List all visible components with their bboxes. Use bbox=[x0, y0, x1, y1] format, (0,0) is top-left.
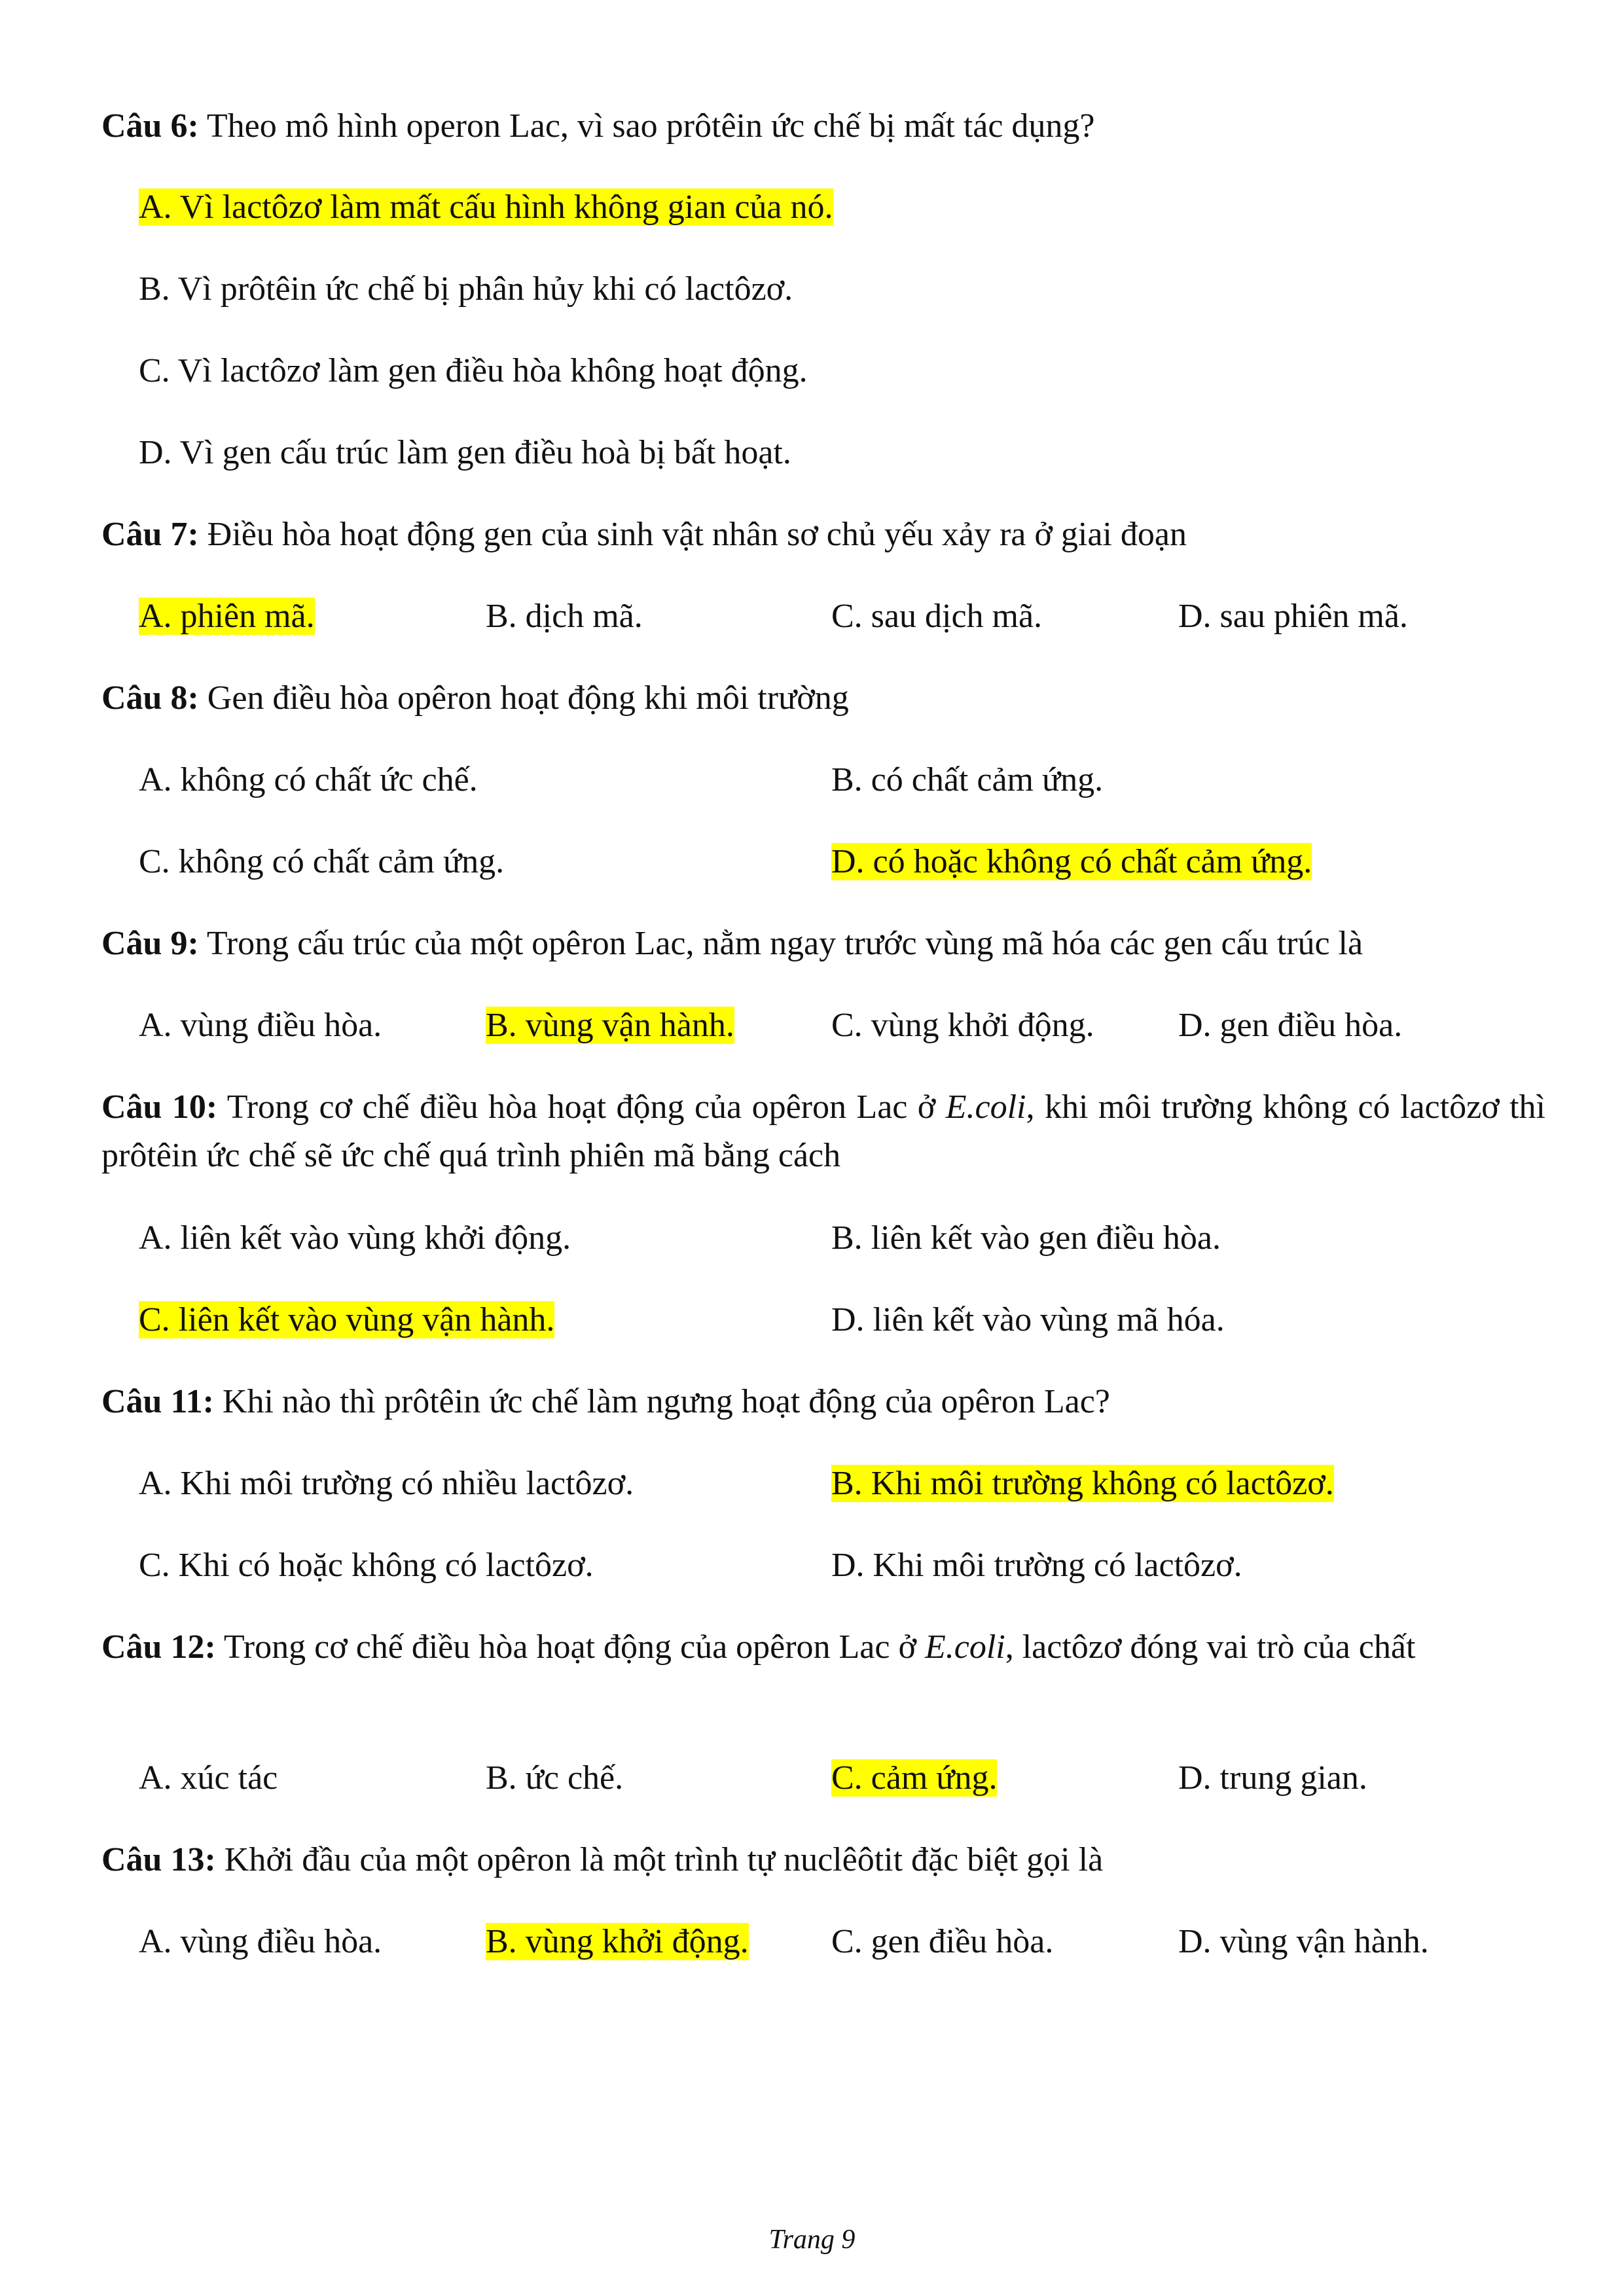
option-text: A. vùng điều hòa. bbox=[139, 1007, 382, 1044]
option-text: D. Vì gen cấu trúc làm gen điều hoà bị bất hoạt. bbox=[139, 434, 791, 471]
option-text: B. dịch mã. bbox=[486, 598, 643, 635]
option-text: A. Khi môi trường có nhiều lactôzơ. bbox=[139, 1465, 634, 1502]
option-text: A. xúc tác bbox=[139, 1759, 278, 1797]
option-10d[interactable] bbox=[831, 1296, 1225, 1344]
question-text: Gen điều hòa opêron hoạt động khi môi trường bbox=[207, 679, 849, 717]
page-number: Trang 9 bbox=[768, 2225, 856, 2255]
question-text: Trong cấu trúc của một opêron Lac, nằm ngay trước vùng mã hóa các gen cấu trúc là bbox=[206, 925, 1363, 962]
question-6 bbox=[101, 102, 1545, 151]
option-8b[interactable] bbox=[831, 756, 1103, 804]
option-10a[interactable] bbox=[139, 1214, 571, 1263]
option-text: C. vùng khởi động. bbox=[831, 1007, 1094, 1044]
answer-highlight: A. phiên mã. bbox=[139, 598, 315, 635]
question-text: Theo mô hình operon Lac, vì sao prôtêin ức chế bị mất tác dụng? bbox=[206, 107, 1095, 145]
option-text: C. sau dịch mã. bbox=[831, 598, 1043, 635]
option-text: D. liên kết vào vùng mã hóa. bbox=[831, 1301, 1225, 1338]
answer-highlight: B. vùng khởi động. bbox=[486, 1923, 749, 1960]
option-text: A. liên kết vào vùng khởi động. bbox=[139, 1219, 571, 1257]
option-11b[interactable] bbox=[831, 1460, 1334, 1508]
answer-highlight: A. Vì lactôzơ làm mất cấu hình không gian của nó. bbox=[139, 188, 833, 226]
question-label: Câu 8: bbox=[101, 679, 199, 717]
answer-highlight: C. liên kết vào vùng vận hành. bbox=[139, 1301, 555, 1338]
option-text: B. có chất cảm ứng. bbox=[831, 761, 1104, 798]
question-text: Khởi đầu của một opêron là một trình tự nuclêôtit đặc biệt gọi là bbox=[224, 1841, 1104, 1878]
option-text: D. gen điều hòa. bbox=[1178, 1007, 1403, 1044]
option-6b[interactable] bbox=[139, 265, 793, 314]
option-12d[interactable] bbox=[1178, 1754, 1367, 1803]
option-7a[interactable] bbox=[139, 592, 315, 641]
question-label: Câu 12: bbox=[101, 1628, 216, 1666]
option-text: B. Vì prôtêin ức chế bị phân hủy khi có lactôzơ. bbox=[139, 270, 793, 308]
option-13b[interactable] bbox=[486, 1918, 749, 1966]
option-12c[interactable] bbox=[831, 1754, 997, 1803]
option-7c[interactable] bbox=[831, 592, 1042, 641]
question-9 bbox=[101, 920, 1545, 968]
question-text-cont: , khi môi trường không có lactôzơ thì prôtêin ức chế sẽ ức chế quá trình phiên mã bằng cách bbox=[101, 1088, 1546, 1174]
option-6d[interactable] bbox=[139, 429, 791, 477]
option-text: D. sau phiên mã. bbox=[1178, 598, 1408, 635]
option-9a[interactable] bbox=[139, 1001, 382, 1050]
option-text: C. gen điều hòa. bbox=[831, 1923, 1054, 1960]
option-9d[interactable] bbox=[1178, 1001, 1402, 1050]
option-6c[interactable] bbox=[139, 347, 808, 395]
species-name: E.coli bbox=[924, 1628, 1005, 1666]
option-11c[interactable] bbox=[139, 1541, 594, 1590]
option-13d[interactable] bbox=[1178, 1918, 1429, 1966]
option-text: C. không có chất cảm ứng. bbox=[139, 843, 505, 880]
option-9c[interactable] bbox=[831, 1001, 1094, 1050]
question-text-cont: , lactôzơ đóng vai trò của chất bbox=[1005, 1628, 1416, 1666]
question-label: Câu 7: bbox=[101, 516, 199, 553]
option-8c[interactable] bbox=[139, 838, 504, 886]
question-label: Câu 11: bbox=[101, 1383, 214, 1420]
question-13 bbox=[101, 1836, 1545, 1884]
option-text: D. vùng vận hành. bbox=[1178, 1923, 1429, 1960]
option-8a[interactable] bbox=[139, 756, 478, 804]
species-name: E.coli bbox=[945, 1088, 1026, 1126]
option-text: B. liên kết vào gen điều hòa. bbox=[831, 1219, 1221, 1257]
option-6a[interactable] bbox=[139, 183, 833, 232]
option-12b[interactable] bbox=[486, 1754, 623, 1803]
answer-highlight: B. vùng vận hành. bbox=[486, 1007, 734, 1044]
option-10b[interactable] bbox=[831, 1214, 1221, 1263]
option-10c[interactable] bbox=[139, 1296, 554, 1344]
option-text: A. vùng điều hòa. bbox=[139, 1923, 382, 1960]
option-text: A. không có chất ức chế. bbox=[139, 761, 478, 798]
question-text: Trong cơ chế điều hòa hoạt động của opêron Lac ở bbox=[223, 1628, 916, 1666]
option-7b[interactable] bbox=[486, 592, 643, 641]
answer-highlight: B. Khi môi trường không có lactôzơ. bbox=[831, 1465, 1334, 1502]
question-text: Trong cơ chế điều hòa hoạt động của opêron Lac ở bbox=[226, 1088, 936, 1126]
option-text: D. trung gian. bbox=[1178, 1759, 1367, 1797]
question-11 bbox=[101, 1378, 1545, 1426]
option-13a[interactable] bbox=[139, 1918, 382, 1966]
option-9b[interactable] bbox=[486, 1001, 734, 1050]
option-text: D. Khi môi trường có lactôzơ. bbox=[831, 1547, 1242, 1584]
question-text: Điều hòa hoạt động gen của sinh vật nhân sơ chủ yếu xảy ra ở giai đoạn bbox=[207, 516, 1187, 553]
question-12 bbox=[101, 1623, 1545, 1672]
option-text: B. ức chế. bbox=[486, 1759, 624, 1797]
answer-highlight: C. cảm ứng. bbox=[831, 1759, 998, 1797]
question-label: Câu 9: bbox=[101, 925, 199, 962]
option-11d[interactable] bbox=[831, 1541, 1242, 1590]
option-text: C. Khi có hoặc không có lactôzơ. bbox=[139, 1547, 594, 1584]
question-7 bbox=[101, 511, 1545, 559]
option-7d[interactable] bbox=[1178, 592, 1408, 641]
question-text: Khi nào thì prôtêin ức chế làm ngưng hoạt động của opêron Lac? bbox=[222, 1383, 1110, 1420]
option-11a[interactable] bbox=[139, 1460, 634, 1508]
option-13c[interactable] bbox=[831, 1918, 1053, 1966]
option-8d[interactable] bbox=[831, 838, 1312, 886]
question-label: Câu 13: bbox=[101, 1841, 216, 1878]
question-8 bbox=[101, 674, 1545, 723]
answer-highlight: D. có hoặc không có chất cảm ứng. bbox=[831, 843, 1312, 880]
question-10 bbox=[101, 1083, 1545, 1180]
question-label: Câu 10: bbox=[101, 1088, 218, 1126]
question-label: Câu 6: bbox=[101, 107, 199, 145]
option-text: C. Vì lactôzơ làm gen điều hòa không hoạt động. bbox=[139, 352, 808, 389]
option-12a[interactable] bbox=[139, 1754, 278, 1803]
